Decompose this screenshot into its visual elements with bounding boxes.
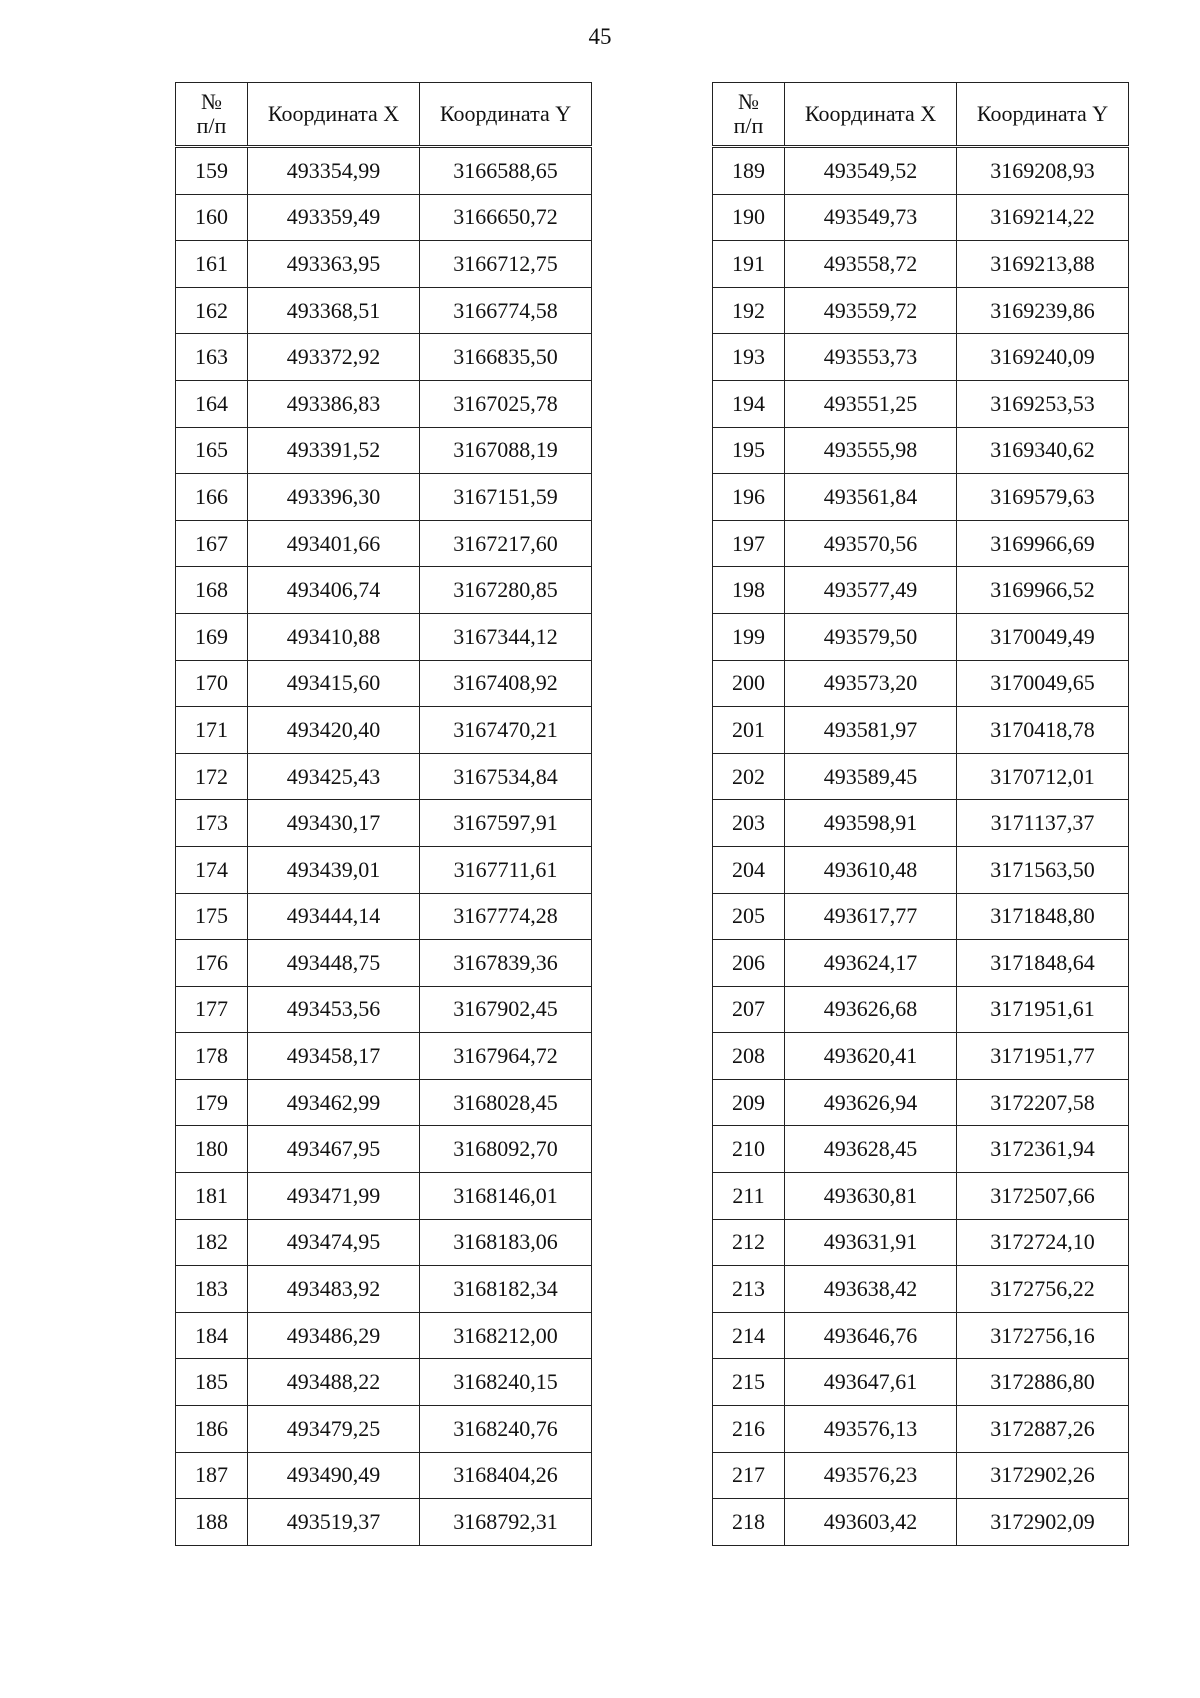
table-row	[713, 380, 1129, 427]
table-row	[713, 1406, 1129, 1453]
coordinate-y-cell: 3168146,01	[420, 1173, 592, 1220]
point-number-cell: 167	[176, 520, 248, 567]
coordinate-x-cell: 493576,23	[785, 1452, 957, 1499]
table-row	[713, 1033, 1129, 1080]
coordinate-y-cell: 3172207,58	[957, 1079, 1129, 1126]
point-number-cell: 189	[713, 147, 785, 195]
table-row	[713, 1126, 1129, 1173]
table-row	[713, 1266, 1129, 1313]
point-number-cell: 196	[713, 474, 785, 521]
coordinate-x-cell: 493453,56	[248, 986, 420, 1033]
coordinate-x-cell: 493631,91	[785, 1219, 957, 1266]
table-row	[176, 1266, 592, 1313]
coordinate-y-cell: 3167217,60	[420, 520, 592, 567]
point-number-cell: 192	[713, 287, 785, 334]
coordinate-x-cell: 493617,77	[785, 893, 957, 940]
coordinate-y-cell: 3166774,58	[420, 287, 592, 334]
coordinate-y-cell: 3172756,22	[957, 1266, 1129, 1313]
table-row	[176, 567, 592, 614]
point-number-cell: 175	[176, 893, 248, 940]
point-number-cell: 172	[176, 753, 248, 800]
coordinate-x-cell: 493430,17	[248, 800, 420, 847]
point-number-cell: 197	[713, 520, 785, 567]
coordinate-x-cell: 493420,40	[248, 707, 420, 754]
table-row	[176, 800, 592, 847]
table-row	[176, 287, 592, 334]
coordinate-x-cell: 493462,99	[248, 1079, 420, 1126]
point-number-cell: 173	[176, 800, 248, 847]
table-row	[713, 1079, 1129, 1126]
point-number-cell: 216	[713, 1406, 785, 1453]
table-row	[713, 1499, 1129, 1546]
coordinate-x-cell: 493368,51	[248, 287, 420, 334]
page-number: 45	[588, 24, 612, 49]
table-row	[176, 241, 592, 288]
coordinate-y-cell: 3167088,19	[420, 427, 592, 474]
coordinate-x-cell: 493354,99	[248, 147, 420, 195]
table-row	[713, 334, 1129, 381]
table-row	[713, 147, 1129, 195]
coordinate-x-cell: 493415,60	[248, 660, 420, 707]
coordinate-x-cell: 493549,52	[785, 147, 957, 195]
coordinate-y-cell: 3169239,86	[957, 287, 1129, 334]
table-row	[176, 846, 592, 893]
table-row	[713, 520, 1129, 567]
coordinate-y-cell: 3167280,85	[420, 567, 592, 614]
table-row	[176, 1219, 592, 1266]
coordinate-x-cell: 493638,42	[785, 1266, 957, 1313]
coordinate-y-cell: 3169208,93	[957, 147, 1129, 195]
coordinate-y-cell: 3169213,88	[957, 241, 1129, 288]
coordinate-x-cell: 493647,61	[785, 1359, 957, 1406]
point-number-cell: 159	[176, 147, 248, 195]
item-order-label: п/п	[733, 113, 764, 138]
point-number-cell: 211	[713, 1173, 785, 1220]
coordinate-y-cell: 3167597,91	[420, 800, 592, 847]
coordinate-y-cell: 3170418,78	[957, 707, 1129, 754]
point-number-cell: 163	[176, 334, 248, 381]
point-number-cell: 202	[713, 753, 785, 800]
point-number-cell: 162	[176, 287, 248, 334]
coordinate-x-cell: 493626,94	[785, 1079, 957, 1126]
coordinate-x-cell: 493630,81	[785, 1173, 957, 1220]
point-number-cell: 182	[176, 1219, 248, 1266]
y-column-header: Координата Y	[957, 83, 1129, 147]
coordinate-x-cell: 493558,72	[785, 241, 957, 288]
point-number-cell: 170	[176, 660, 248, 707]
coordinates-table-right	[712, 82, 1129, 1546]
coordinate-y-cell: 3172902,09	[957, 1499, 1129, 1546]
coordinate-y-cell: 3171848,64	[957, 940, 1129, 987]
table-row	[713, 660, 1129, 707]
coordinate-x-cell: 493573,20	[785, 660, 957, 707]
coordinate-y-cell: 3168404,26	[420, 1452, 592, 1499]
coordinate-y-cell: 3171563,50	[957, 846, 1129, 893]
table-row	[713, 241, 1129, 288]
coordinate-x-cell: 493628,45	[785, 1126, 957, 1173]
table-row	[176, 427, 592, 474]
coordinate-y-cell: 3168240,15	[420, 1359, 592, 1406]
coordinate-y-cell: 3172887,26	[957, 1406, 1129, 1453]
table-row	[176, 147, 592, 195]
table-row	[713, 893, 1129, 940]
coordinate-y-cell: 3167151,59	[420, 474, 592, 521]
table-row	[713, 940, 1129, 987]
x-column-header: Координата X	[248, 83, 420, 147]
table-row	[176, 194, 592, 241]
coordinate-x-cell: 493561,84	[785, 474, 957, 521]
table-row	[713, 800, 1129, 847]
coordinate-x-cell: 493467,95	[248, 1126, 420, 1173]
coordinate-y-cell: 3169253,53	[957, 380, 1129, 427]
coordinate-x-cell: 493406,74	[248, 567, 420, 614]
coordinate-y-cell: 3167964,72	[420, 1033, 592, 1080]
point-number-cell: 204	[713, 846, 785, 893]
coordinate-x-cell: 493448,75	[248, 940, 420, 987]
coordinate-x-cell: 493555,98	[785, 427, 957, 474]
coordinate-x-cell: 493386,83	[248, 380, 420, 427]
point-number-cell: 217	[713, 1452, 785, 1499]
coordinate-y-cell: 3166835,50	[420, 334, 592, 381]
coordinate-x-cell: 493471,99	[248, 1173, 420, 1220]
point-number-cell: 206	[713, 940, 785, 987]
coordinate-y-cell: 3171951,61	[957, 986, 1129, 1033]
point-number-cell: 178	[176, 1033, 248, 1080]
coordinate-x-cell: 493486,29	[248, 1312, 420, 1359]
coordinate-y-cell: 3168028,45	[420, 1079, 592, 1126]
table-row	[713, 1312, 1129, 1359]
coordinate-x-cell: 493396,30	[248, 474, 420, 521]
point-number-cell: 183	[176, 1266, 248, 1313]
coordinate-y-cell: 3167025,78	[420, 380, 592, 427]
coordinate-y-cell: 3172756,16	[957, 1312, 1129, 1359]
table-row	[176, 613, 592, 660]
coordinate-y-cell: 3166588,65	[420, 147, 592, 195]
number-sign: №	[738, 89, 759, 114]
coordinate-y-cell: 3166650,72	[420, 194, 592, 241]
coordinate-x-cell: 493598,91	[785, 800, 957, 847]
table-row	[176, 1033, 592, 1080]
point-number-cell: 198	[713, 567, 785, 614]
coordinate-y-cell: 3169579,63	[957, 474, 1129, 521]
coordinate-y-cell: 3167902,45	[420, 986, 592, 1033]
coordinate-x-cell: 493579,50	[785, 613, 957, 660]
point-number-cell: 184	[176, 1312, 248, 1359]
point-number-cell: 179	[176, 1079, 248, 1126]
point-number-cell: 160	[176, 194, 248, 241]
point-number-cell: 214	[713, 1312, 785, 1359]
table-row	[713, 1219, 1129, 1266]
coordinate-y-cell: 3167408,92	[420, 660, 592, 707]
table-row	[713, 427, 1129, 474]
point-number-cell: 200	[713, 660, 785, 707]
point-number-cell: 185	[176, 1359, 248, 1406]
point-number-cell: 186	[176, 1406, 248, 1453]
table-row	[713, 287, 1129, 334]
table-row	[176, 893, 592, 940]
table-row	[176, 753, 592, 800]
coordinate-x-cell: 493603,42	[785, 1499, 957, 1546]
point-number-cell: 177	[176, 986, 248, 1033]
coordinate-x-cell: 493444,14	[248, 893, 420, 940]
coordinate-x-cell: 493359,49	[248, 194, 420, 241]
y-column-header: Координата Y	[420, 83, 592, 147]
table-row	[713, 194, 1129, 241]
coordinate-x-cell: 493610,48	[785, 846, 957, 893]
x-column-header: Координата X	[785, 83, 957, 147]
coordinate-x-cell: 493363,95	[248, 241, 420, 288]
coordinate-y-cell: 3172361,94	[957, 1126, 1129, 1173]
point-number-cell: 171	[176, 707, 248, 754]
table-row	[176, 1499, 592, 1546]
coordinate-y-cell: 3171137,37	[957, 800, 1129, 847]
coordinate-x-cell: 493483,92	[248, 1266, 420, 1313]
coordinate-y-cell: 3172886,80	[957, 1359, 1129, 1406]
point-number-cell: 164	[176, 380, 248, 427]
coordinate-y-cell: 3169966,69	[957, 520, 1129, 567]
coordinate-x-cell: 493519,37	[248, 1499, 420, 1546]
coordinate-x-cell: 493549,73	[785, 194, 957, 241]
coordinate-y-cell: 3170049,65	[957, 660, 1129, 707]
number-sign: №	[201, 89, 222, 114]
point-number-cell: 195	[713, 427, 785, 474]
coordinate-x-cell: 493646,76	[785, 1312, 957, 1359]
coordinate-x-cell: 493474,95	[248, 1219, 420, 1266]
coordinate-y-cell: 3168240,76	[420, 1406, 592, 1453]
point-number-cell: 213	[713, 1266, 785, 1313]
coordinate-y-cell: 3167839,36	[420, 940, 592, 987]
coordinate-x-cell: 493490,49	[248, 1452, 420, 1499]
coordinate-x-cell: 493581,97	[785, 707, 957, 754]
coordinate-x-cell: 493401,66	[248, 520, 420, 567]
coordinate-x-cell: 493439,01	[248, 846, 420, 893]
point-number-cell: 168	[176, 567, 248, 614]
coordinate-x-cell: 493551,25	[785, 380, 957, 427]
coordinate-y-cell: 3172724,10	[957, 1219, 1129, 1266]
coordinate-y-cell: 3168183,06	[420, 1219, 592, 1266]
point-number-cell: 180	[176, 1126, 248, 1173]
table-row	[176, 520, 592, 567]
table-row	[176, 1126, 592, 1173]
coordinate-y-cell: 3168092,70	[420, 1126, 592, 1173]
coordinate-y-cell: 3169240,09	[957, 334, 1129, 381]
point-number-cell: 209	[713, 1079, 785, 1126]
point-number-cell: 187	[176, 1452, 248, 1499]
coordinate-x-cell: 493589,45	[785, 753, 957, 800]
point-number-cell: 212	[713, 1219, 785, 1266]
point-number-cell: 208	[713, 1033, 785, 1080]
point-number-cell: 215	[713, 1359, 785, 1406]
table-row	[176, 380, 592, 427]
table-row	[176, 334, 592, 381]
point-number-cell: 191	[713, 241, 785, 288]
number-column-header	[176, 83, 248, 147]
table-row	[713, 1359, 1129, 1406]
table-row	[713, 613, 1129, 660]
point-number-cell: 190	[713, 194, 785, 241]
point-number-cell: 169	[176, 613, 248, 660]
coordinate-x-cell: 493391,52	[248, 427, 420, 474]
coordinate-y-cell: 3168792,31	[420, 1499, 592, 1546]
coordinate-y-cell: 3167470,21	[420, 707, 592, 754]
table-row	[713, 1452, 1129, 1499]
table-row	[713, 846, 1129, 893]
point-number-cell: 188	[176, 1499, 248, 1546]
coordinate-y-cell: 3172902,26	[957, 1452, 1129, 1499]
coordinate-x-cell: 493425,43	[248, 753, 420, 800]
table-row	[176, 1079, 592, 1126]
coordinate-y-cell: 3170049,49	[957, 613, 1129, 660]
number-column-header	[713, 83, 785, 147]
coordinate-y-cell: 3169340,62	[957, 427, 1129, 474]
item-order-label: п/п	[196, 113, 227, 138]
table-row	[176, 1406, 592, 1453]
point-number-cell: 193	[713, 334, 785, 381]
coordinate-x-cell: 493626,68	[785, 986, 957, 1033]
table-row	[176, 1359, 592, 1406]
point-number-cell: 207	[713, 986, 785, 1033]
table-row	[713, 986, 1129, 1033]
point-number-cell: 176	[176, 940, 248, 987]
coordinate-x-cell: 493570,56	[785, 520, 957, 567]
coordinate-x-cell: 493479,25	[248, 1406, 420, 1453]
point-number-cell: 210	[713, 1126, 785, 1173]
point-number-cell: 161	[176, 241, 248, 288]
point-number-cell: 174	[176, 846, 248, 893]
coordinate-y-cell: 3169214,22	[957, 194, 1129, 241]
coordinate-x-cell: 493553,73	[785, 334, 957, 381]
point-number-cell: 194	[713, 380, 785, 427]
table-row	[176, 940, 592, 987]
coordinate-y-cell: 3171848,80	[957, 893, 1129, 940]
coordinate-y-cell: 3167711,61	[420, 846, 592, 893]
coordinate-x-cell: 493488,22	[248, 1359, 420, 1406]
point-number-cell: 201	[713, 707, 785, 754]
table-row	[176, 986, 592, 1033]
coordinate-x-cell: 493410,88	[248, 613, 420, 660]
coordinate-x-cell: 493559,72	[785, 287, 957, 334]
table-header-row	[176, 83, 592, 147]
table-row	[713, 567, 1129, 614]
coordinate-y-cell: 3170712,01	[957, 753, 1129, 800]
table-row	[176, 660, 592, 707]
coordinate-x-cell: 493624,17	[785, 940, 957, 987]
coordinate-x-cell: 493576,13	[785, 1406, 957, 1453]
coordinate-x-cell: 493577,49	[785, 567, 957, 614]
coordinates-table-left	[175, 82, 592, 1546]
coordinate-y-cell: 3172507,66	[957, 1173, 1129, 1220]
table-row	[713, 753, 1129, 800]
point-number-cell: 199	[713, 613, 785, 660]
coordinate-y-cell: 3167344,12	[420, 613, 592, 660]
coordinate-y-cell: 3167774,28	[420, 893, 592, 940]
table-row	[176, 1452, 592, 1499]
table-row	[176, 1312, 592, 1359]
table-row	[176, 1173, 592, 1220]
coordinate-x-cell: 493458,17	[248, 1033, 420, 1080]
table-row	[713, 707, 1129, 754]
point-number-cell: 166	[176, 474, 248, 521]
coordinate-y-cell: 3169966,52	[957, 567, 1129, 614]
coordinate-x-cell: 493620,41	[785, 1033, 957, 1080]
point-number-cell: 218	[713, 1499, 785, 1546]
point-number-cell: 205	[713, 893, 785, 940]
table-row	[713, 1173, 1129, 1220]
point-number-cell: 181	[176, 1173, 248, 1220]
coordinate-y-cell: 3171951,77	[957, 1033, 1129, 1080]
table-row	[176, 474, 592, 521]
table-row	[176, 707, 592, 754]
table-header-row	[713, 83, 1129, 147]
coordinate-y-cell: 3168182,34	[420, 1266, 592, 1313]
point-number-cell: 165	[176, 427, 248, 474]
coordinate-y-cell: 3166712,75	[420, 241, 592, 288]
coordinate-x-cell: 493372,92	[248, 334, 420, 381]
table-row	[713, 474, 1129, 521]
coordinate-y-cell: 3168212,00	[420, 1312, 592, 1359]
point-number-cell: 203	[713, 800, 785, 847]
coordinate-y-cell: 3167534,84	[420, 753, 592, 800]
